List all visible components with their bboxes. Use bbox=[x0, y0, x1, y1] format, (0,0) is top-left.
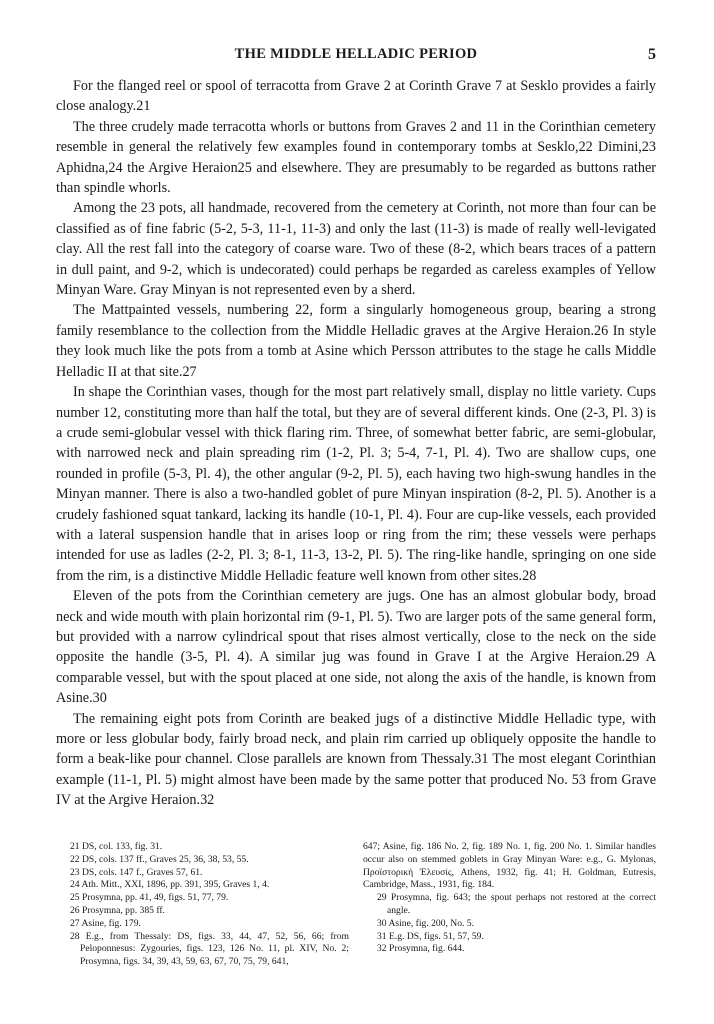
footnote: 27 Asine, fig. 179. bbox=[70, 917, 141, 929]
paragraph: Among the 23 pots, all handmade, recovered from the cemetery at Corinth, not more than four can be classified as of fine fabric (5-2, 5-3, 11-1, 11-3) and only the last (11-3) is made of really well-levigated clay. All the rest fall into the category of coarse ware. Two of these (8-2, which bears traces of a pattern in dull paint, and 9-2, which is undecorated) could perhaps be regarded as careless examples of Yellow Minyan Ware. Gray Minyan is not represented even by a sherd. bbox=[56, 200, 656, 299]
footnote: 30 Asine, fig. 200, No. 5. bbox=[377, 917, 475, 929]
footnotes-left-column bbox=[56, 841, 349, 969]
paragraph: In shape the Corinthian vases, though for the most part relatively small, display no little variety. Cups number 12, constituting more than half the total, but they are of several different kinds. One (2-3, Pl. 3) is a crude semi-globular vessel with thick flaring rim. Three, of somewhat better fabric, are semi-globular, with narrowed neck and plain spreading rim (1-2, Pl. 3; 5-4, 7-1, Pl. 4). Two are shallow cups, one rounded in profile (5-3, Pl. 4), the other angular (9-2, Pl. 5), each having two high-swung handles in the Minyan manner. There is also a two-handled goblet of pure Minyan inspiration (8-2, Pl. 5). Another is a crudely fashioned squat tankard, lacking its handle (10-1, Pl. 4). Four are cup-like vessels, each provided with a lateral suspension handle that in arises loop or ring from the rim; these vessels were perhaps intended for use as ladles (2-2, Pl. 3; 8-1, 11-3, 13-2, Pl. 5). The ring-like handle, springing on one side from the rim, is a distinctive Middle Helladic feature well known from other sites.28 bbox=[56, 384, 656, 584]
footnote: 29 Prosymna, fig. 643; the spout perhaps not restored at the correct angle. bbox=[377, 892, 656, 916]
footnote: 21 DS, col. 133, fig. 31. bbox=[70, 841, 163, 852]
footnote: 24 Ath. Mitt., XXI, 1896, pp. 391, 395, Graves 1, 4. bbox=[70, 879, 270, 891]
footnote-continuation: 647; Asine, fig. 186 No. 2, fig. 189 No. 1, fig. 200 No. 1. Similar handles occur also on stemmed goblets in Gray Minyan Ware: e.g., G. Mylonas, Προϊστορική Ἐλευσίς, Athens, 1932, fig. 41; H. Goldman, Eutresis, Cambridge, Mass., 1931, fig. 184. bbox=[363, 841, 656, 891]
footnote: 22 DS, cols. 137 ff., Graves 25, 36, 38, 53, 55. bbox=[70, 853, 249, 865]
running-head: THE MIDDLE HELLADIC PERIOD bbox=[234, 46, 478, 62]
footnote: 25 Prosymna, pp. 41, 49, figs. 51, 77, 79. bbox=[70, 892, 229, 904]
footnotes-right-column bbox=[363, 841, 656, 969]
paragraph: The three crudely made terracotta whorls or buttons from Graves 2 and 11 in the Corinthian cemetery resemble in general the relatively few examples found in contemporary tombs at Sesklo,22 Dimini,23 Aphidna,24 the Argive Heraion25 and elsewhere. They are presumably to be regarded as buttons rather than spindle whorls. bbox=[56, 118, 656, 197]
footnote: 28 E.g., from Thessaly: DS, figs. 33, 44, 47, 52, 56, 66; from Peloponnesus: Zygouries, figs. 123, 126 No. 11, pl. XIV, No. 2; Prosymna, figs. 34, 39, 43, 59, 63, 67, 70, 75, 79, 641, bbox=[70, 930, 349, 968]
footnote: 31 E.g. DS, figs. 51, 57, 59. bbox=[377, 930, 484, 942]
paragraph: The remaining eight pots from Corinth are beaked jugs of a distinctive Middle Helladic type, with more or less globular body, fairly broad neck, and plain rim carried up obliquely opposite the handle to form a beak-like pour channel. Close parallels are known from Thessaly.31 The most elegant Corinthian example (11-1, Pl. 5) might almost have been made by the same potter that produced No. 53 from Grave IV at the Argive Heraion.32 bbox=[56, 710, 656, 809]
page-number: 5 bbox=[648, 46, 656, 63]
footnote: 23 DS, cols. 147 f., Graves 57, 61. bbox=[70, 866, 203, 878]
footnote: 32 Prosymna, fig. 644. bbox=[377, 943, 465, 955]
paragraph: Eleven of the pots from the Corinthian cemetery are jugs. One has an almost globular body, broad neck and wide mouth with plain horizontal rim (9-1, Pl. 5). Two are larger pots of the same general form, but provided with a narrow cylindrical spout that rises almost vertically, close to the neck on the side opposite the handle (3-5, Pl. 4). A similar jug was found in Grave I at the Argive Heraion.29 A comparable vessel, but with the spout placed at one side, not along the axis of the handle, is known from Asine.30 bbox=[56, 588, 656, 707]
footnotes bbox=[56, 841, 656, 969]
page-header bbox=[56, 46, 656, 66]
main-text bbox=[56, 76, 656, 811]
paragraph: The Mattpainted vessels, numbering 22, form a singularly homogeneous group, bearing a strong family resemblance to the collection from the Middle Helladic graves at the Argive Heraion.26 In style they look much like the pots from a tomb at Asine which Persson attributes to the stage he calls Middle Helladic II at that site.27 bbox=[56, 302, 656, 380]
footnote: 26 Prosymna, pp. 385 ff. bbox=[70, 904, 165, 916]
paragraph: For the flanged reel or spool of terracotta from Grave 2 at Corinth Grave 7 at Sesklo provides a fairly close analogy.21 bbox=[56, 78, 656, 115]
